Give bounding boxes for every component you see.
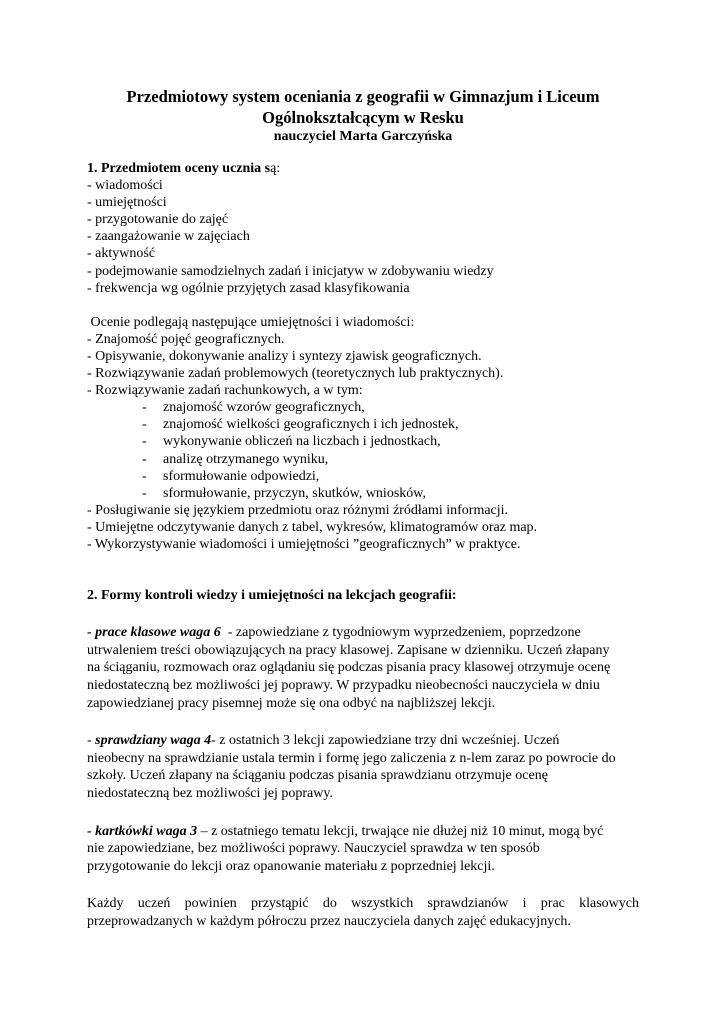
document-page (87, 86, 639, 930)
spacer (87, 604, 639, 624)
list-item: - podejmowanie samodzielnych zadań i inicjatyw w zdobywaniu wiedzy (87, 263, 494, 279)
list-item: - zaangażowanie w zajęciach (87, 229, 250, 245)
closing-paragraph: Każdy uczeń powinien przystąpić do wszystkich sprawdzianów i prac klasowych przeprowadzanych w każdym półroczu przez nauczyciela danych zajęć edukacyjnych. (87, 896, 639, 929)
subskill-item: - znajomość wielkości geograficznych i ich jednostek, (142, 417, 459, 433)
spacer (87, 297, 639, 314)
skills-intro: Ocenie podlegają następujące umiejętności i wiadomości: (87, 314, 415, 330)
spacer (87, 803, 639, 823)
list-item: - frekwencja wg ogólnie przyjętych zasad klasyfikowania (87, 280, 410, 296)
skill-item: - Opisywanie, dokonywanie analizy i syntezy zjawisk geograficznych. (87, 348, 482, 364)
list-item: - wiadomości (87, 178, 163, 194)
subskill-item: - sformułowanie odpowiedzi, (142, 468, 320, 484)
skill-item: - Umiejętne odczytywanie danych z tabel, wykresów, klimatogramów oraz map. (87, 519, 538, 535)
subskill-item: - analizę otrzymanego wyniku, (142, 451, 329, 467)
list-item: - aktywność (87, 246, 156, 262)
kartkowki-paragraph: - kartkówki waga 3 – z ostatniego tematu lekcji, trwające nie dłużej niż 10 minut, mogą być nie zapowiedziane, bez możliwości poprawy. Nauczyciel sprawdza w ten sposób przygotowanie do lekcji oraz opanowanie materiału z poprzedniej lekcji. (87, 823, 604, 874)
document-title-line-1: Przedmiotowy system oceniania z geografii w Gimnazjum i Liceum (126, 87, 600, 106)
section-1-heading: 1. Przedmiotem oceny ucznia są: (87, 161, 281, 176)
spacer (87, 712, 639, 732)
skill-item: - Rozwiązywanie zadań problemowych (teoretycznych lub praktycznych). (87, 366, 504, 382)
document-title-line-2: Ogólnokształcącym w Resku (262, 108, 464, 127)
sprawdziany-paragraph: - sprawdziany waga 4- z ostatnich 3 lekcji zapowiedziane trzy dni wcześniej. Uczeń nieobecny na sprawdzianie ustala termin i formę jego zaliczenia z n-lem zaraz po powrocie do szkoły. Uczeń złapany na ściąganiu podczas pisania sprawdzianu otrzymuje ocenę niedostateczną bez możliwości jej poprawy. (87, 733, 616, 801)
subskill-item: - znajomość wzorów geograficznych, (142, 400, 365, 416)
list-item: - przygotowanie do zajęć (87, 212, 229, 228)
list-item: - umiejętności (87, 195, 167, 211)
prace-klasowe-paragraph: - prace klasowe waga 6 - zapowiedziane z tygodniowym wyprzedzeniem, poprzedzone utrwaleniem treści obowiązujących na pracy klasowej. Zapisane w dzienniku. Uczeń złapany na ściąganiu, rozmowach oraz oglądaniu się podczas pisania pracy klasowej otrzymuje ocenę niedostateczną bez możliwości jej poprawy. W przypadku nieobecności nauczyciela w dniu zapowiedzianej pracy pisemnej może się ona odbyć na najbliższej lekcji. (87, 625, 611, 711)
prace-klasowe-label: - prace klasowe waga 6 (87, 625, 221, 641)
skill-item: - Wykorzystywanie wiadomości i umiejętności ”geograficznych” w praktyce. (87, 536, 521, 552)
spacer (87, 553, 639, 587)
sprawdziany-label: sprawdziany waga 4 (95, 733, 212, 749)
spacer (87, 875, 639, 895)
kartkowki-label: - kartkówki waga 3 (87, 823, 198, 839)
document-author: nauczyciel Marta Garczyńska (273, 129, 453, 144)
skill-item: - Znajomość pojęć geograficznych. (87, 331, 285, 347)
subskill-item: - wykonywanie obliczeń na liczbach i jednostkach, (142, 434, 441, 450)
subskill-item: - sformułowanie, przyczyn, skutków, wniosków, (142, 485, 426, 501)
skill-item: - Posługiwanie się językiem przedmiotu oraz różnymi źródłami informacji. (87, 502, 509, 518)
skill-item: - Rozwiązywanie zadań rachunkowych, a w tym: (87, 383, 363, 399)
section-2-heading: 2. Formy kontroli wiedzy i umiejętności na lekcjach geografii: (87, 588, 457, 604)
